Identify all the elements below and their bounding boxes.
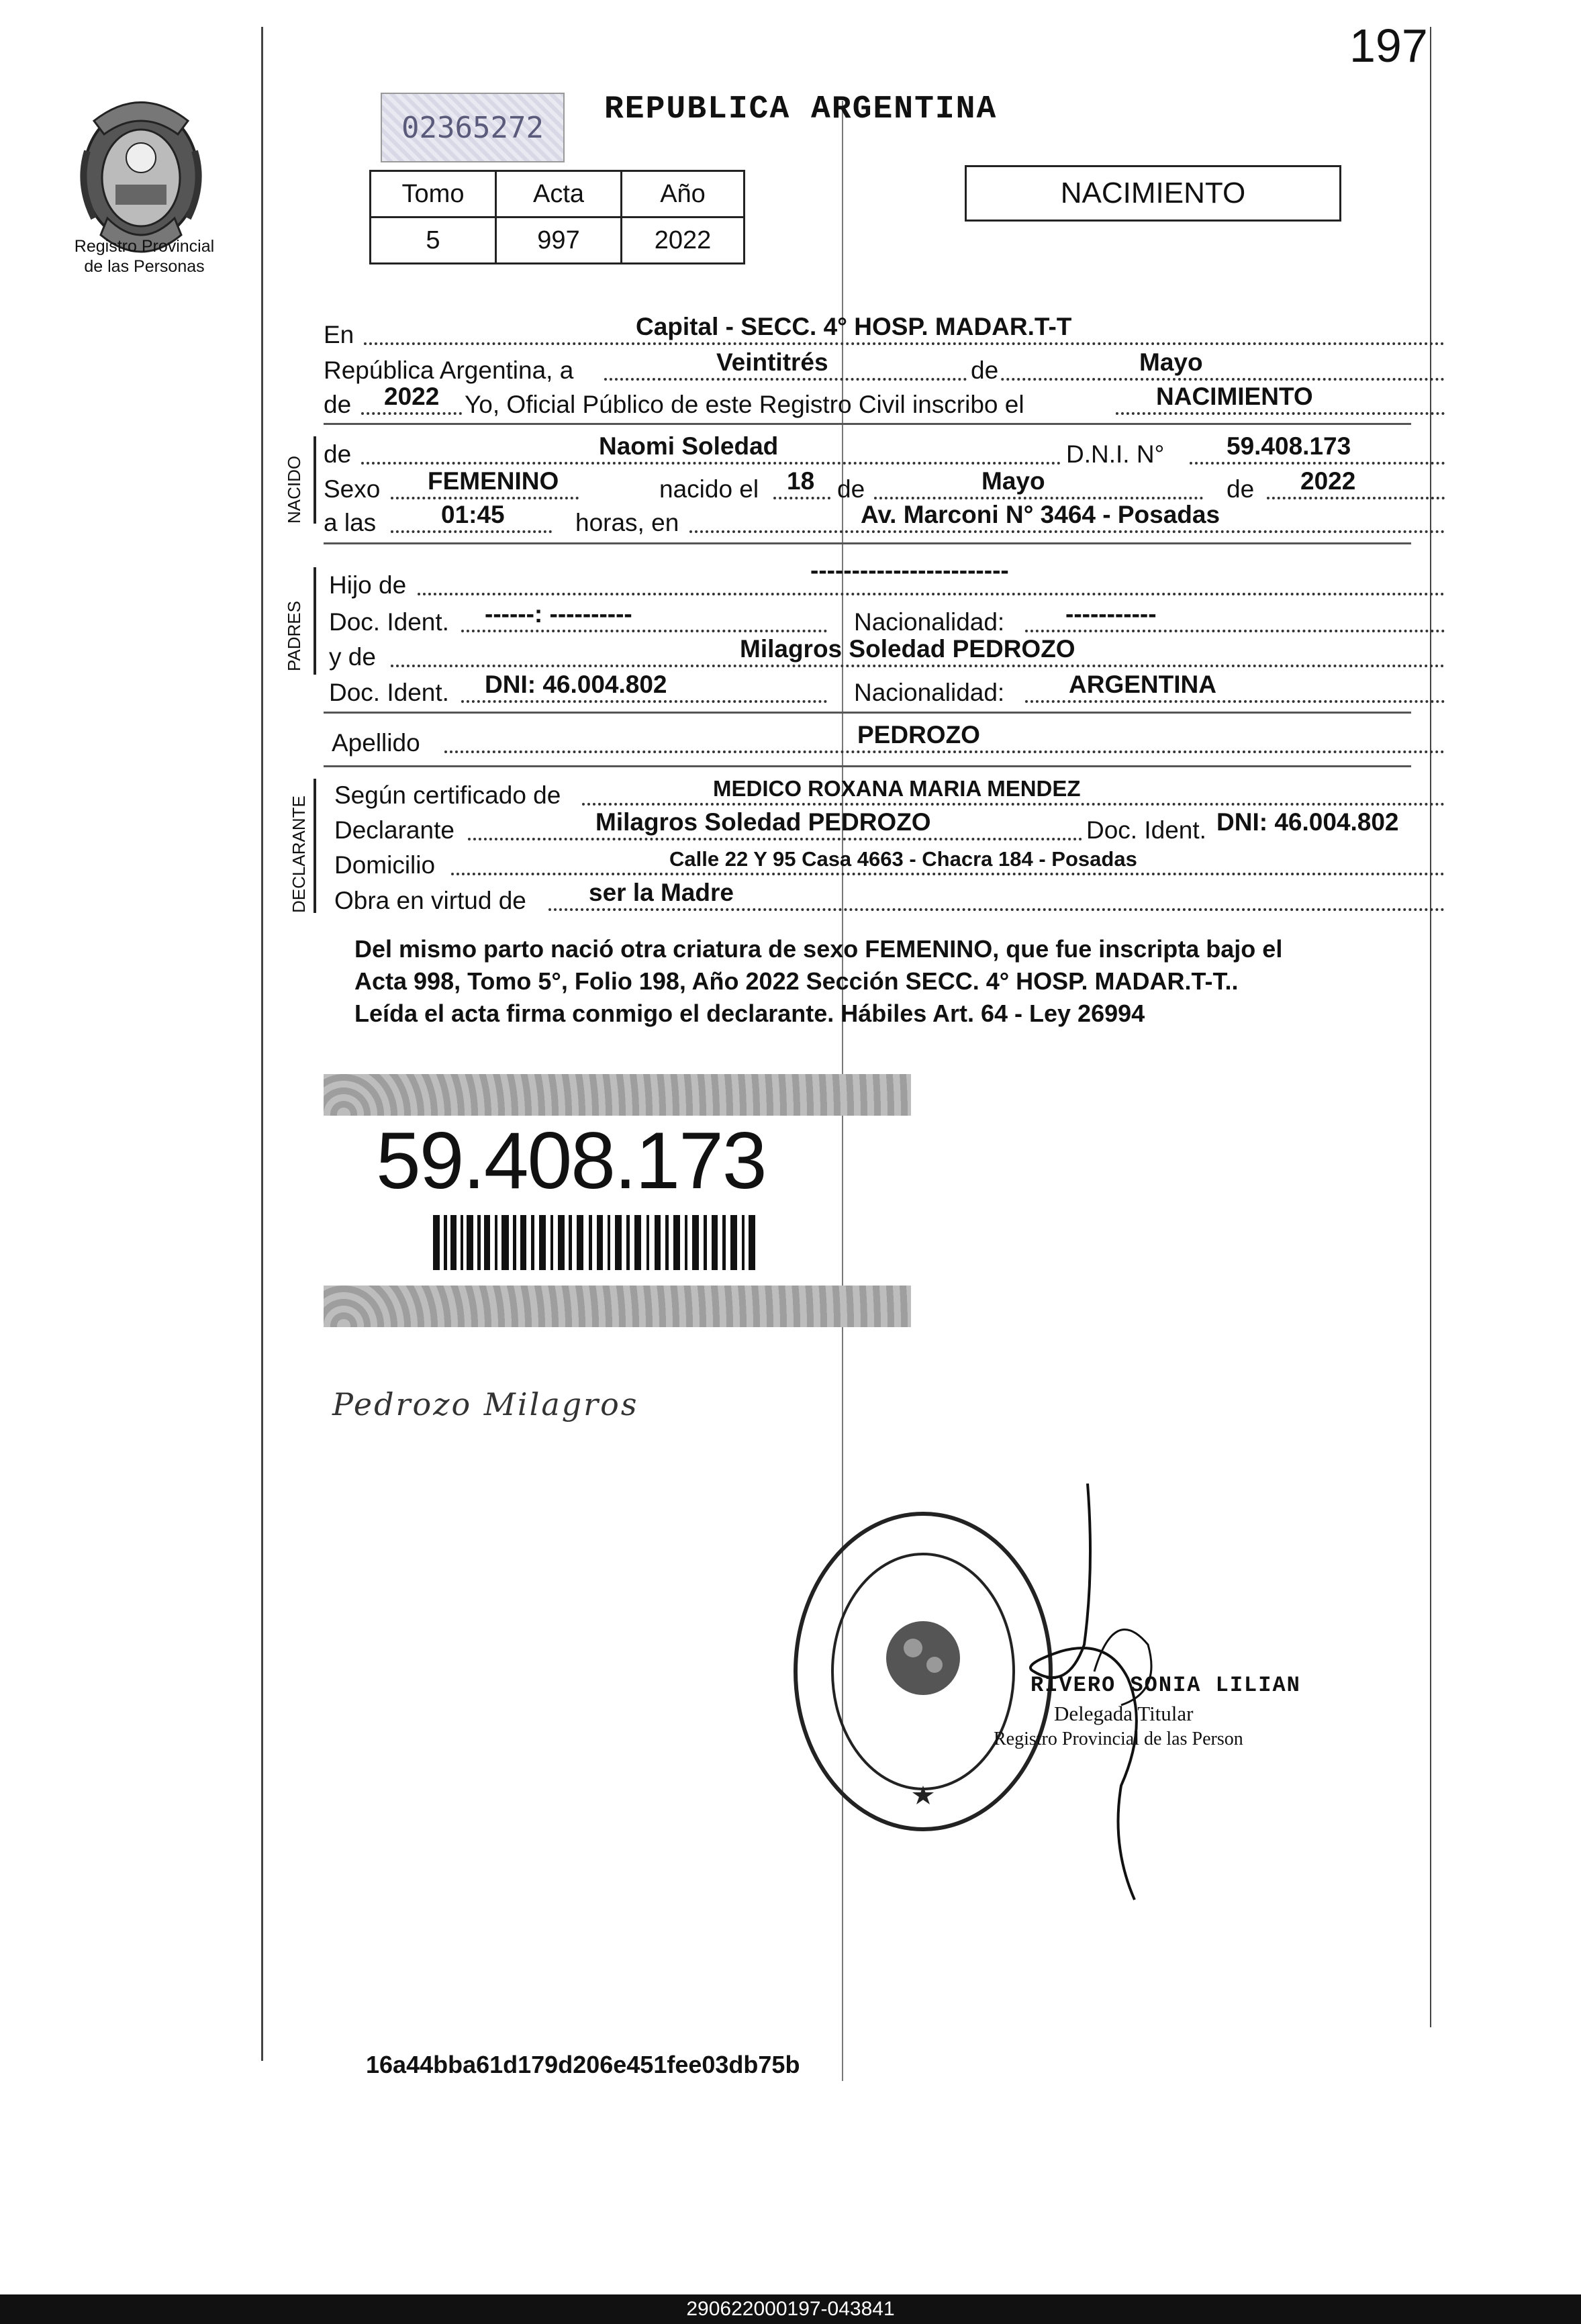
birth-month: Mayo [981, 467, 1045, 495]
serial-number: 02365272 [381, 93, 565, 162]
acta-header: Acta [496, 171, 622, 217]
nacionalidad2-label: Nacionalidad: [854, 679, 1005, 706]
domicilio-label: Domicilio [334, 851, 436, 879]
barcode-icon [433, 1215, 755, 1270]
en-label: En [324, 321, 354, 348]
sticker-band-top [324, 1074, 911, 1116]
doc-ident3-label: Doc. Ident. [1082, 816, 1210, 844]
signer-title: Delegada Titular [1054, 1702, 1194, 1725]
sexo-value: FEMENINO [428, 467, 559, 495]
apellido-label: Apellido [332, 729, 420, 757]
obra-value: ser la Madre [589, 879, 734, 906]
de-label: de [968, 356, 1001, 385]
year: 2022 [384, 383, 440, 410]
republica-label: República Argentina, a [324, 356, 574, 384]
a-las-label: a las [324, 509, 377, 536]
registry-table [369, 170, 745, 264]
mother-nationality: ARGENTINA [1069, 671, 1216, 698]
agency-caption [47, 236, 242, 277]
father-doc: ------: ---------- [485, 600, 632, 628]
nacido-el-label: nacido el [659, 475, 759, 503]
anio-value: 2022 [622, 217, 745, 264]
oficial-text: Yo, Oficial Público de este Registro Civil inscribo el [465, 391, 1024, 418]
tomo-header: Tomo [371, 171, 496, 217]
de3-label: de [837, 475, 865, 503]
apellido-value: PEDROZO [857, 721, 980, 748]
footer-code: 290622000197-043841 [0, 2294, 1581, 2324]
sexo-label: Sexo [324, 475, 381, 503]
signer-office: Registro Provincial de las Person [994, 1729, 1243, 1749]
row-hora [324, 498, 1411, 538]
mother-name: Milagros Soledad PEDROZO [740, 635, 1075, 663]
doc-ident-label: Doc. Ident. [329, 608, 449, 636]
note-line-1: Del mismo parto nació otra criatura de sexo FEMENINO, que fue inscripta bajo el [354, 935, 1283, 963]
agency-caption-line2: de las Personas [84, 257, 205, 276]
anio-header: Año [622, 171, 745, 217]
domicilio-value: Calle 22 Y 95 Casa 4663 - Chacra 184 - Posadas [669, 847, 1137, 871]
row-segun [324, 771, 1411, 811]
document-hash: 16a44bba61d179d206e451fee03db75b [366, 2051, 800, 2078]
horas-en-label: horas, en [575, 509, 679, 536]
row-obra [324, 876, 1411, 916]
birth-note [354, 933, 1429, 1030]
row-hijo-de [324, 556, 1411, 601]
row-apellido [324, 718, 1411, 759]
declarante-doc: DNI: 46.004.802 [1216, 808, 1399, 836]
birth-day: 18 [787, 467, 815, 495]
mother-doc: DNI: 46.004.802 [485, 671, 667, 698]
child-name: Naomi Soledad [599, 432, 779, 460]
left-margin-line [261, 27, 263, 2061]
note-line-2: Acta 998, Tomo 5°, Folio 198, Año 2022 Sección SECC. 4° HOSP. MADAR.T-T.. [354, 967, 1239, 995]
row-en [324, 310, 1411, 350]
page-number: 197 [1349, 19, 1428, 72]
de4-label: de [1227, 475, 1255, 503]
row-mother-doc [324, 668, 1411, 708]
month: Mayo [1139, 348, 1203, 376]
nacido-de-label: de [324, 440, 352, 468]
agency-caption-line1: Registro Provincial [74, 237, 215, 256]
right-margin-line [1430, 27, 1431, 2027]
row-de-year [324, 380, 1411, 420]
note-line-3: Leída el acta firma conmigo el declarante. Hábiles Art. 64 - Ley 26994 [354, 1000, 1145, 1027]
day-words: Veintitrés [716, 348, 828, 376]
sticker-band-bottom [324, 1286, 911, 1327]
row-nacido-name [324, 430, 1411, 470]
row-y-de [324, 632, 1411, 673]
side-label-padres: PADRES [284, 601, 304, 671]
de2-label: de [324, 391, 352, 418]
row-declarante [324, 806, 1411, 846]
country-title: REPUBLICA ARGENTINA [604, 91, 998, 128]
segun-label: Según certificado de [334, 781, 561, 809]
nacionalidad-label: Nacionalidad: [854, 608, 1005, 636]
side-label-nacido: NACIDO [284, 455, 304, 524]
dni-sticker-number: 59.408.173 [376, 1116, 766, 1206]
hijo-de-label: Hijo de [329, 571, 407, 599]
tomo-value: 5 [371, 217, 496, 264]
father-name: ------------------------ [810, 556, 1009, 584]
doc-ident2-label: Doc. Ident. [329, 679, 449, 706]
father-nationality: ----------- [1065, 600, 1157, 628]
acta-value: 997 [496, 217, 622, 264]
dni-label: D.N.I. N° [1062, 440, 1168, 469]
act-type-box: NACIMIENTO [965, 165, 1341, 222]
declarante-label: Declarante [334, 816, 454, 844]
declarante-name: Milagros Soledad PEDROZO [595, 808, 931, 836]
act-kind: NACIMIENTO [1156, 383, 1313, 410]
obra-label: Obra en virtud de [334, 887, 526, 914]
handwritten-name: Pedrozo Milagros [332, 1386, 639, 1422]
certificado-value: MEDICO ROXANA MARIA MENDEZ [713, 776, 1081, 801]
signer-name: RIVERO SONIA LILIAN [1031, 1673, 1301, 1698]
child-dni: 59.408.173 [1227, 432, 1351, 460]
provincia-misiones-coat-of-arms [67, 84, 215, 258]
birth-year: 2022 [1300, 467, 1356, 495]
y-de-label: y de [329, 643, 376, 671]
en-value: Capital - SECC. 4° HOSP. MADAR.T-T [636, 313, 1072, 340]
birth-time: 01:45 [441, 501, 505, 528]
birth-place: Av. Marconi N° 3464 - Posadas [861, 501, 1220, 528]
side-label-declarante: DECLARANTE [289, 795, 309, 913]
row-father-doc [324, 597, 1411, 638]
row-domicilio [324, 840, 1411, 881]
